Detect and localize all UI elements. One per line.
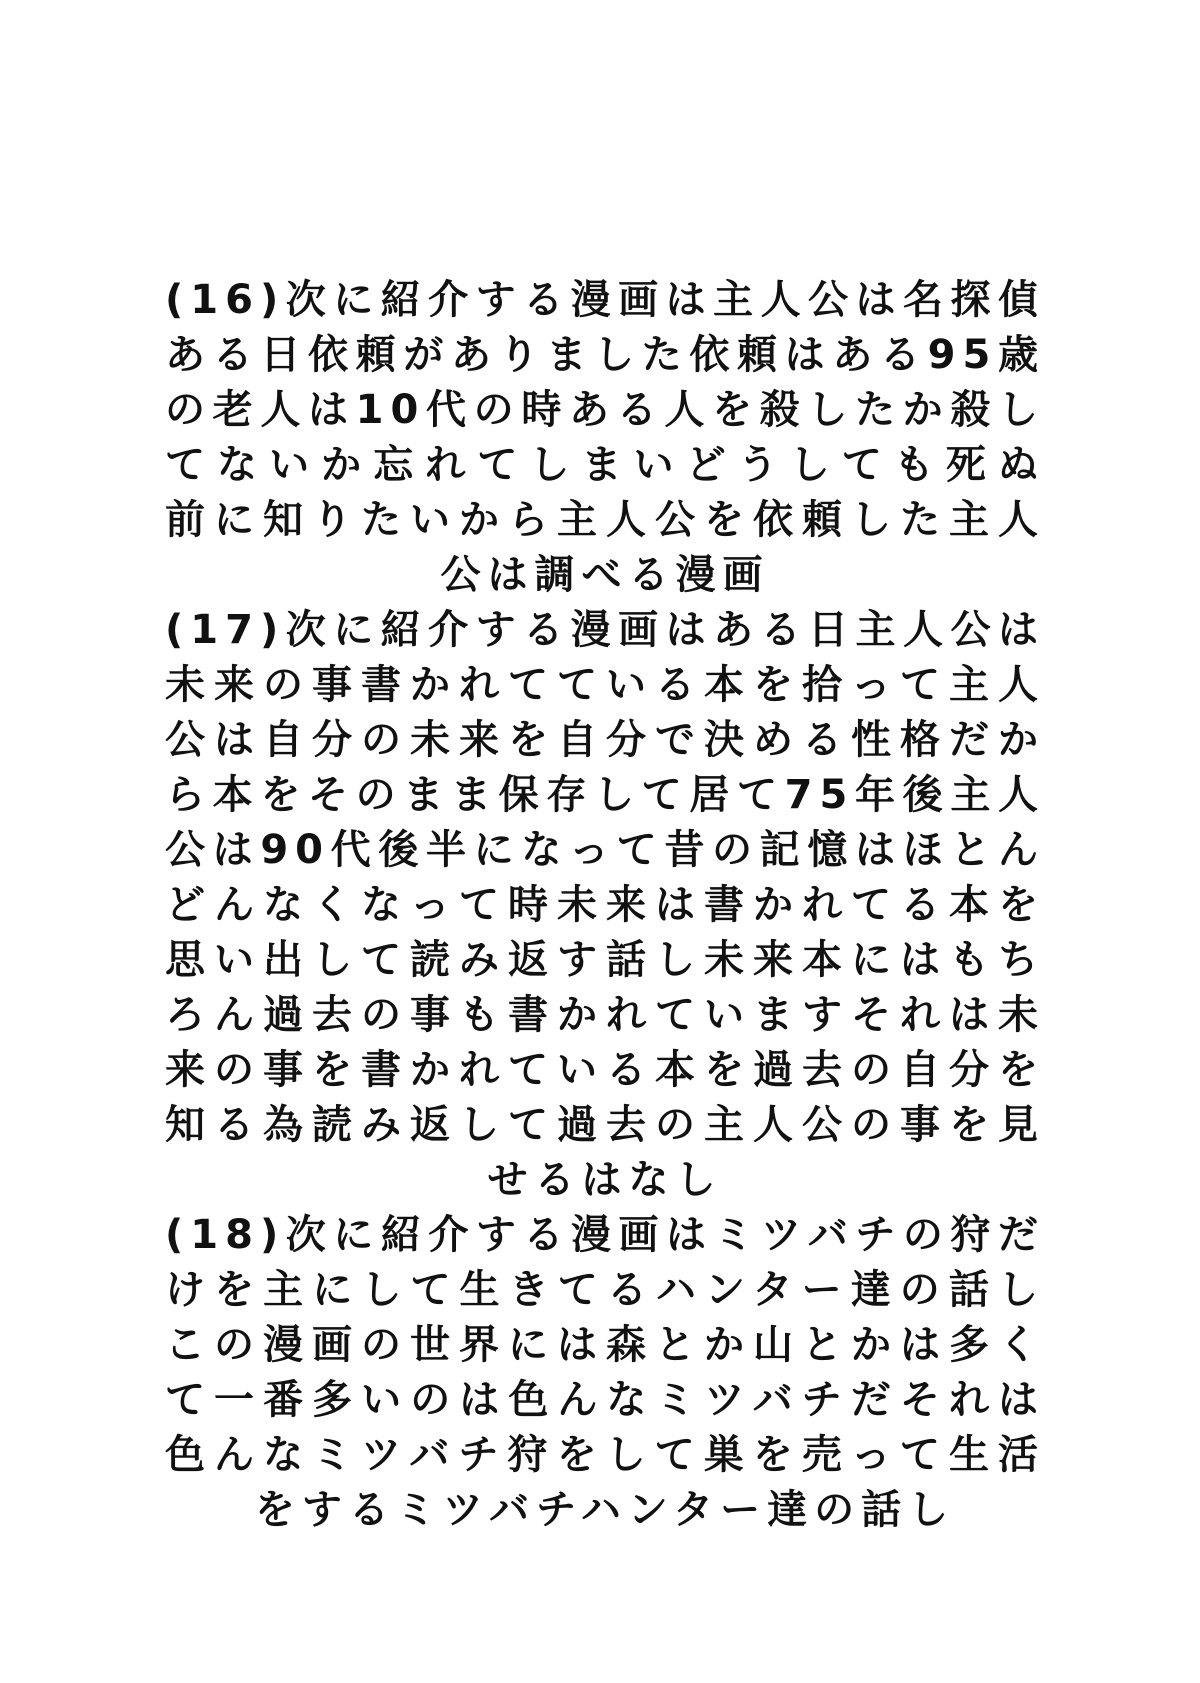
text-line: どんなくなって時未来は書かれてる本を xyxy=(165,882,1045,928)
text-line: この漫画の世界には森とか山とかは多く xyxy=(165,1322,1045,1368)
text-line: 公は自分の未来を自分で決める性格だか xyxy=(165,717,1045,763)
text-line: 思い出して読み返す話し未来本にはもち xyxy=(165,937,1045,983)
text-line: 未来の事書かれてている本を拾って主人 xyxy=(165,662,1045,708)
text-line: ら本をそのまま保存して居て75年後主人 xyxy=(165,772,1045,818)
text-line: 公は調べる漫画 xyxy=(440,552,770,598)
text-line: 公は90代後半になって昔の記憶はほとん xyxy=(165,827,1045,873)
text-line: 前に知りたいから主人公を依頼した主人 xyxy=(165,497,1045,543)
text-line: (16)次に紹介する漫画は主人公は名探偵 xyxy=(165,277,1045,323)
text-line: せるはなし xyxy=(487,1157,723,1203)
text-line: (18)次に紹介する漫画はミツバチの狩だ xyxy=(165,1212,1045,1258)
text-line: 知る為読み返して過去の主人公の事を見 xyxy=(165,1102,1045,1148)
text-line: (17)次に紹介する漫画はある日主人公は xyxy=(165,607,1045,653)
text-line: をするミツバチハンター達の話し xyxy=(254,1487,956,1533)
text-line: てないか忘れてしまいどうしても死ぬ xyxy=(165,442,1045,488)
text-line: けを主にして生きてるハンター達の話し xyxy=(165,1267,1045,1313)
text-line: て一番多いのは色んなミツバチだそれは xyxy=(165,1377,1045,1423)
text-line: の老人は10代の時ある人を殺したか殺し xyxy=(165,387,1045,433)
text-line: ある日依頼がありました依頼はある95歳 xyxy=(165,332,1045,378)
document-text xyxy=(165,273,1045,1538)
text-line: 来の事を書かれている本を過去の自分を xyxy=(165,1047,1045,1093)
text-line: 色んなミツバチ狩をして巣を売って生活 xyxy=(165,1432,1045,1478)
text-line: ろん過去の事も書かれていますそれは未 xyxy=(165,992,1045,1038)
